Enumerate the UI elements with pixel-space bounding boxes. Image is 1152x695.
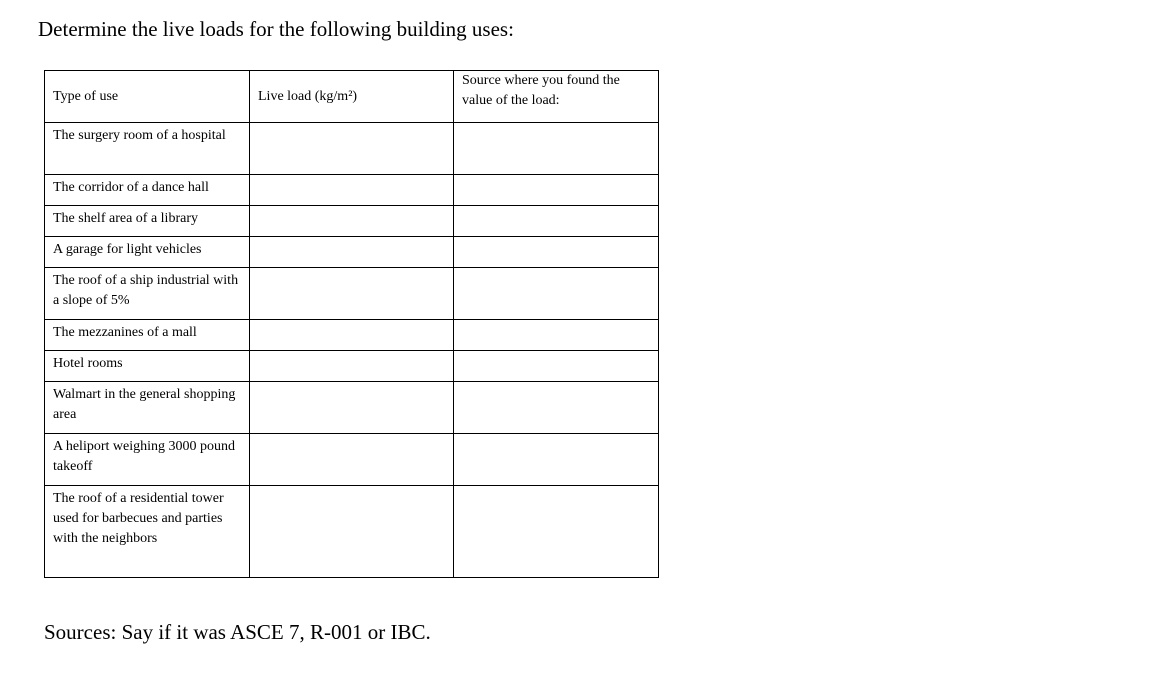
live-load-cell[interactable] bbox=[250, 382, 454, 434]
table-row bbox=[45, 486, 659, 578]
page-heading: Determine the live loads for the following building uses: bbox=[38, 17, 514, 41]
live-load-cell[interactable] bbox=[250, 237, 454, 268]
live-load-cell[interactable] bbox=[250, 351, 454, 382]
use-cell: Walmart in the general shopping area bbox=[45, 382, 250, 434]
source-cell[interactable] bbox=[454, 175, 659, 206]
table-row bbox=[45, 320, 659, 351]
sources-note: Sources: Say if it was ASCE 7, R-001 or IBC. bbox=[44, 620, 431, 644]
source-cell[interactable] bbox=[454, 351, 659, 382]
table-row bbox=[45, 237, 659, 268]
live-load-cell[interactable] bbox=[250, 175, 454, 206]
use-cell: The roof of a ship industrial with a slope of 5% bbox=[45, 268, 250, 320]
source-cell[interactable] bbox=[454, 320, 659, 351]
use-cell: Hotel rooms bbox=[45, 351, 250, 382]
table-row bbox=[45, 351, 659, 382]
table-row bbox=[45, 268, 659, 320]
live-loads-table bbox=[44, 70, 659, 578]
source-cell[interactable] bbox=[454, 382, 659, 434]
table-row bbox=[45, 382, 659, 434]
source-cell[interactable] bbox=[454, 486, 659, 578]
header-live-load: Live load (kg/m²) bbox=[250, 71, 454, 123]
live-load-cell[interactable] bbox=[250, 206, 454, 237]
source-cell[interactable] bbox=[454, 206, 659, 237]
use-cell: The shelf area of a library bbox=[45, 206, 250, 237]
table-header-row bbox=[45, 71, 659, 123]
header-type-of-use: Type of use bbox=[45, 71, 250, 123]
live-load-cell[interactable] bbox=[250, 320, 454, 351]
live-load-cell[interactable] bbox=[250, 486, 454, 578]
use-cell: The roof of a residential tower used for barbecues and parties with the neighbors bbox=[45, 486, 250, 578]
source-cell[interactable] bbox=[454, 434, 659, 486]
table-row bbox=[45, 123, 659, 175]
source-cell[interactable] bbox=[454, 237, 659, 268]
header-source: Source where you found the value of the load: bbox=[454, 71, 659, 123]
table-row bbox=[45, 434, 659, 486]
use-cell: The corridor of a dance hall bbox=[45, 175, 250, 206]
live-load-cell[interactable] bbox=[250, 268, 454, 320]
use-cell: A heliport weighing 3000 pound takeoff bbox=[45, 434, 250, 486]
use-cell: The surgery room of a hospital bbox=[45, 123, 250, 175]
live-load-cell[interactable] bbox=[250, 434, 454, 486]
use-cell: The mezzanines of a mall bbox=[45, 320, 250, 351]
table-row bbox=[45, 175, 659, 206]
source-cell[interactable] bbox=[454, 268, 659, 320]
live-load-cell[interactable] bbox=[250, 123, 454, 175]
source-cell[interactable] bbox=[454, 123, 659, 175]
table-row bbox=[45, 206, 659, 237]
use-cell: A garage for light vehicles bbox=[45, 237, 250, 268]
